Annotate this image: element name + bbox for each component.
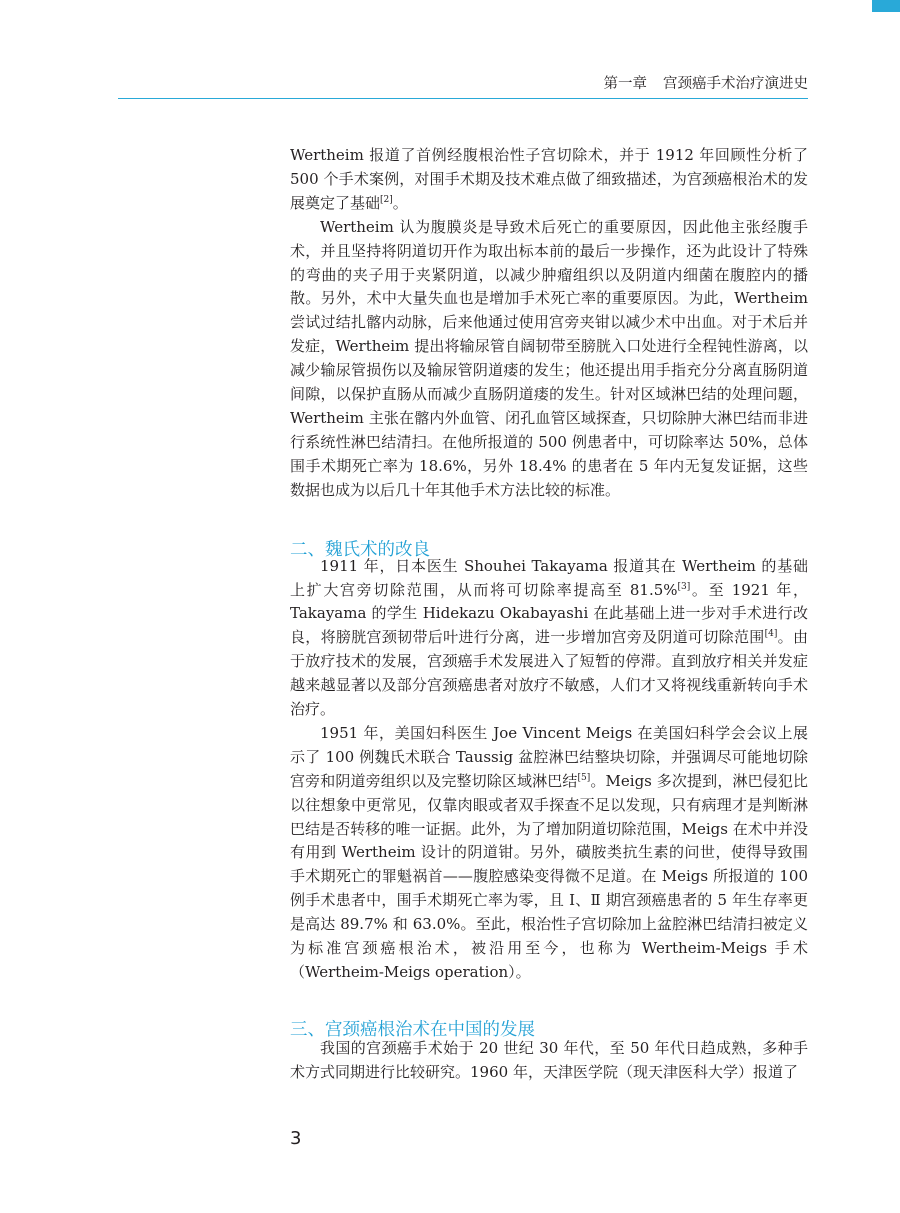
paragraph-takayama: 1911 年，日本医生 Shouhei Takayama 报道其在 Wertheim 的基础上扩大宫旁切除范围，从而将可切除率提高至 81.5%[3]。至 1921 年，Takayama 的学生 Hidekazu Okabayashi 在此基础上进一步对手术进行改良，将膀胱宫颈韧带后叶进行分离，进一步增加宫旁及阴道可切除范围[4]。由于放疗技术的发展，宫颈癌手术发展进入了短暂的停滞。直到放疗相关并发症越来越显著以及部分宫颈癌患者对放疗不敏感，人们才又将视线重新转向手术治疗。 [290,556,809,719]
citation-ref: [3] [677,581,691,592]
running-head [600,72,808,93]
paragraph-wertheim-technique: Wertheim 认为腹膜炎是导致术后死亡的重要原因，因此他主张经腹手术，并且坚持将阴道切开作为取出标本前的最后一步操作，还为此设计了特殊的弯曲的夹子用于夹紧阴道，以减少肿瘤组织以及阴道内细菌在腹腔内的播散。另外，术中大量失血也是增加手术死亡率的重要原因。为此，Wertheim 尝试过结扎髂内动脉，后来他通过使用宫旁夹钳以减少术中出血。对于术后并发症，Wertheim 提出将输尿管自阔韧带至膀胱入口处进行全程钝性游离，以减少输尿管损伤以及输尿管阴道瘘的发生；他还提出用手指充分分离直肠阴道间隙，以保护直肠从而减少直肠阴道瘘的发生。针对区域淋巴结的处理问题，Wertheim 主张在髂内外血管、闭孔血管区域探查，只切除肿大淋巴结而非进行系统性淋巴结清扫。在他所报道的 500 例患者中，可切除率达 50%，总体围手术期死亡率为 18.6%，另外 18.4% 的患者在 5 年内无复发证据，这些数据也成为以后几十年其他手术方法比较的标准。 [290,217,808,499]
paragraph-wertheim-report: Wertheim 报道了首例经腹根治性子宫切除术，并于 1912 年回顾性分析了 500 个手术案例，对围手术期及技术难点做了细致描述，为宫颈癌根治术的发展奠定了基础[2]。 [290,146,808,212]
section-heading-china: 三、宫颈癌根治术在中国的发展 [290,1020,535,1040]
header-rule [118,98,808,99]
citation-ref: [5] [577,772,591,783]
body-text [290,144,808,1085]
citation-ref: [2] [380,194,393,205]
chapter-title: 宫颈癌手术治疗演进史 [663,76,808,92]
paragraph-china: 我国的宫颈癌手术始于 20 世纪 30 年代，至 50 年代日趋成熟，多种手术方式同期进行比较研究。1960 年，天津医学院（现天津医科大学）报道了 [290,1038,808,1081]
page-number: 3 [290,1128,302,1149]
corner-color-tab [872,0,900,12]
citation-ref: [4] [764,629,778,640]
section-heading-modification: 二、魏氏术的改良 [290,540,430,560]
chapter-label: 第一章 [603,76,647,92]
paragraph-meigs: 1951 年，美国妇科医生 Joe Vincent Meigs 在美国妇科学会会议上展示了 100 例魏氏术联合 Taussig 盆腔淋巴结整块切除，并强调尽可能地切除宫旁和阴道旁组织以及完整切除区域淋巴结[5]。Meigs 多次提到，淋巴侵犯比以往想象中更常见，仅靠肉眼或者双手探查不足以发现，只有病理才是判断淋巴结是否转移的唯一证据。此外，为了增加阴道切除范围，Meigs 在术中并没有用到 Wertheim 设计的阴道钳。另外，磺胺类抗生素的问世，使得导致围手术期死亡的罪魁祸首——腹腔感染变得微不足道。在 Meigs 所报道的 100 例手术患者中，围手术期死亡率为零，且 Ⅰ、Ⅱ 期宫颈癌患者的 5 年生存率更是高达 89.7% 和 63.0%。至此，根治性子宫切除加上盆腔淋巴结清扫被定义为标准宫颈癌根治术，被沿用至今，也称为 Wertheim-Meigs 手术（Wertheim-Meigs operation）。 [290,723,808,981]
